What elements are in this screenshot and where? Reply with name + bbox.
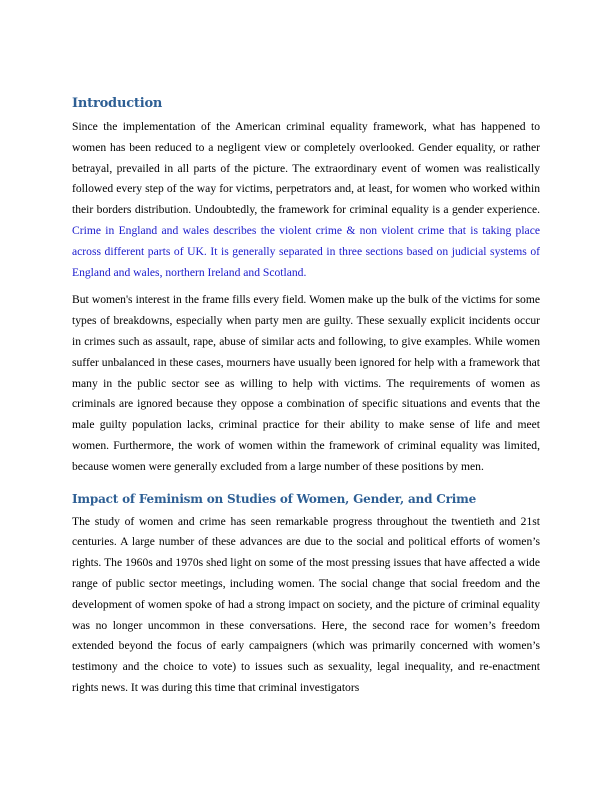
impact-paragraph-1: The study of women and crime has seen remarkable progress throughout the twentieth and 21st centuries. A large number of these advances are due to the social and political efforts of women’s rights. The 1960s and 1970s shed light on some of the most pressing issues that have affected a wide range of public sector meetings, including women. The social change that social freedom and the development of women spoke of had a strong impact on society, and the picture of criminal equality was no longer uncommon in these conversations. Here, the second race for women’s freedom extended beyond the focus of early campaigners (which was primarily concerned with women’s testimony and the choice to vote) to issues such as sexuality, legal inequality, and re-enactment rights news. It was during this time that criminal investigators <box>72 514 540 694</box>
introduction-paragraph-1 <box>72 117 540 283</box>
introduction-paragraph-2: But women's interest in the frame fills every field. Women make up the bulk of the victims for some types of breakdowns, especially when party men are guilty. These sexually explicit incidents occur in crimes such as assault, rape, abuse of similar acts and following, to give examples. While women suffer unbalanced in these cases, mourners have usually been ignored for help with a framework that many in the public sector see as willing to help with victims. The requirements of women as criminals are ignored because they oppose a combination of specific situations and events that the male guilty population lacks, criminal practice for their ability to make sense of life and meet women. Furthermore, the work of women within the framework of criminal equality was limited, because women were generally excluded from a large number of these positions by men. <box>72 293 540 473</box>
impact-heading: Impact of Feminism on Studies of Women, Gender, and Crime <box>72 491 477 506</box>
introduction-paragraph-1-highlight: Crime in England and wales describes the violent crime & non violent crime that is taking place across different parts of UK. It is generally separated in three sections based on judicial systems of England and wales, northern Ireland and Scotland. <box>72 223 540 279</box>
introduction-heading: Introduction <box>72 96 163 111</box>
document-page <box>72 92 540 699</box>
introduction-paragraph-1-text: Since the implementation of the American criminal equality framework, what has happened to women has been reduced to a negligent view or completely overlooked. Gender equality, or rather betrayal, prevailed in all parts of the picture. The extraordinary event of women was realistically followed every step of the way for victims, perpetrators and, at least, for women who worked within their borders distribution. Undoubtedly, the framework for criminal equality is a gender experience. <box>72 120 540 217</box>
